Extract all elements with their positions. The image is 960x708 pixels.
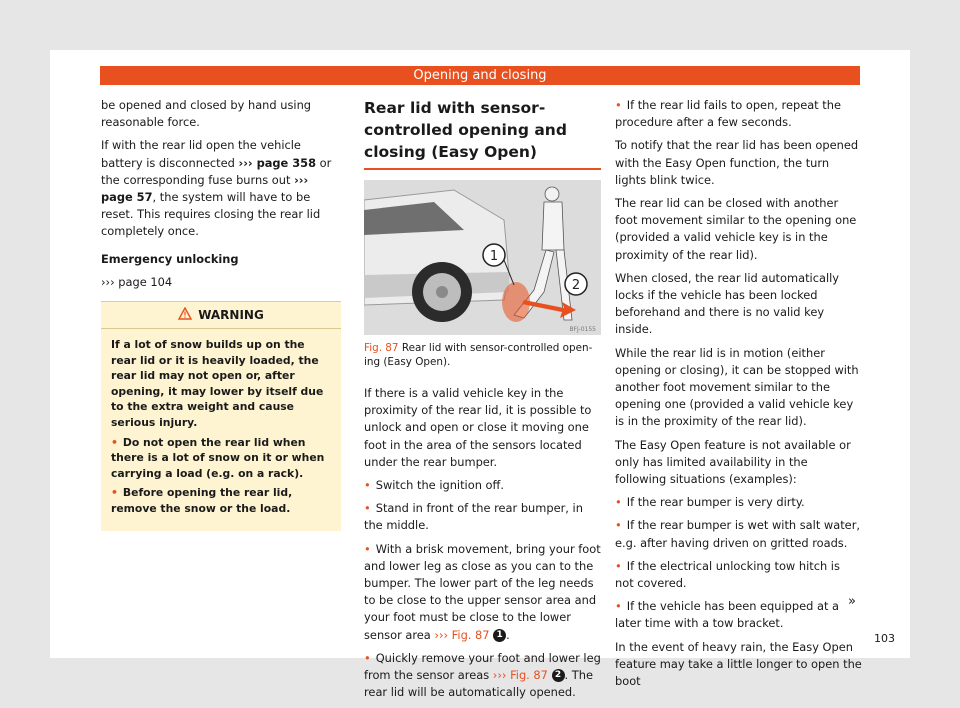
figure-label-2: 2	[571, 278, 581, 293]
page-link[interactable]: ››› page 57	[101, 172, 309, 205]
page-link[interactable]: ››› page 104	[101, 274, 173, 289]
figure-code: BFJ-0155	[569, 326, 596, 333]
list-item: • If the vehicle has been equipped at a later time with a tow bracket.	[615, 598, 862, 632]
list-item: • If the rear bumper is wet with salt water, e.g. after having driven on gritted roads.	[615, 517, 862, 551]
warning-body	[101, 329, 341, 531]
step-item: • With a brisk movement, bring your foot and lower leg as close as you can to the bumper. The lower part of the leg needs to be close to the upper sensor area and your foot must be close to the lower sensor area ››› Fig. 87 1 .	[364, 541, 601, 644]
warning-text: If a lot of snow builds up on the rear lid or it is heavily loaded, the rear lid may not open or, after opening, it may lower by itself due to the extra weight and cause serious injury.	[111, 338, 324, 429]
column-right	[615, 97, 862, 696]
page-number: 103	[874, 632, 895, 645]
step-item: • Switch the ignition off.	[364, 477, 601, 494]
step-item	[364, 650, 601, 702]
callout-number: 1	[493, 629, 506, 642]
figure-caption	[364, 341, 601, 369]
paragraph: The Easy Open feature is not available or only has limited availability in the following situations (examples):	[615, 437, 851, 487]
text-run: , the system will have to be reset. This requires closing the rear lid completely once.	[101, 190, 321, 239]
paragraph: When closed, the rear lid automatically locks if the vehicle has been locked beforehand and there is no valid key inside.	[615, 270, 840, 337]
figure-87-image	[364, 180, 601, 335]
subheading-emergency: Emergency unlocking	[101, 251, 239, 266]
paragraph	[101, 137, 341, 240]
text-run: Quickly remove your foot and lower leg from the sensor areas	[364, 650, 601, 683]
paragraph: If there is a valid vehicle key in the proximity of the rear lid, it is possible to unlock and open or close it moving one foot in the area of the sensors located under the rear bumper.	[364, 386, 592, 469]
text-run: . The rear lid will be automatically opened.	[364, 668, 593, 700]
column-left	[101, 97, 341, 531]
figure-number: Fig. 87	[364, 342, 399, 354]
caption-text: Rear lid with sensor-controlled opening (Easy Open).	[364, 342, 593, 368]
warning-bullet: • Before opening the rear lid, remove the snow or the load.	[111, 485, 333, 516]
section-title: Rear lid with sensor-controlled opening and closing (Easy Open)	[364, 97, 601, 170]
callout-number: 2	[552, 669, 565, 682]
figure-link[interactable]: ››› Fig. 87	[434, 627, 490, 642]
paragraph: In the event of heavy rain, the Easy Open feature may take a little longer to open the boot	[615, 639, 862, 689]
figure-label-1: 1	[489, 249, 499, 264]
warning-header	[101, 302, 341, 329]
list-item: • If the electrical unlocking tow hitch is not covered.	[615, 558, 862, 592]
list-item: • If the rear lid fails to open, repeat the procedure after a few seconds.	[615, 97, 862, 131]
figure-link[interactable]: ››› Fig. 87	[492, 668, 548, 683]
section-header: Opening and closing	[100, 66, 860, 85]
page-link[interactable]: ››› page 358	[238, 155, 317, 170]
paragraph: be opened and closed by hand using reasonable force.	[101, 98, 312, 130]
warning-box	[101, 301, 341, 531]
step-item: • Stand in front of the rear bumper, in the middle.	[364, 500, 601, 534]
list-item: • If the rear bumper is very dirty.	[615, 494, 862, 511]
continue-marker: »	[848, 594, 856, 609]
text-run: With a brisk movement, bring your foot and lower leg as close as you can to the bumper. The lower part of the leg needs to be close to the upper sensor area and your foot must be close to the lower sensor area	[364, 541, 601, 642]
column-middle	[364, 97, 601, 707]
paragraph: The rear lid can be closed with another foot movement similar to the opening one (provided a valid vehicle key is in the proximity of the rear lid).	[615, 196, 857, 262]
paragraph: While the rear lid is in motion (either opening or closing), it can be stopped with another foot movement similar to the opening one (provided a valid vehicle key is in the proximity of the rear lid).	[615, 345, 859, 429]
text-run: If with the rear lid open the vehicle battery is disconnected	[101, 138, 301, 170]
paragraph: To notify that the rear lid has been opened with the Easy Open function, the turn lights blink twice.	[615, 138, 859, 187]
warning-bullet: • Do not open the rear lid when there is a lot of snow on it or when carrying a load (e.g. on a rack).	[111, 435, 333, 482]
text-run: or the corresponding fuse burns out	[101, 155, 332, 187]
warning-title: WARNING	[198, 308, 264, 323]
warning-triangle-icon	[178, 303, 192, 329]
